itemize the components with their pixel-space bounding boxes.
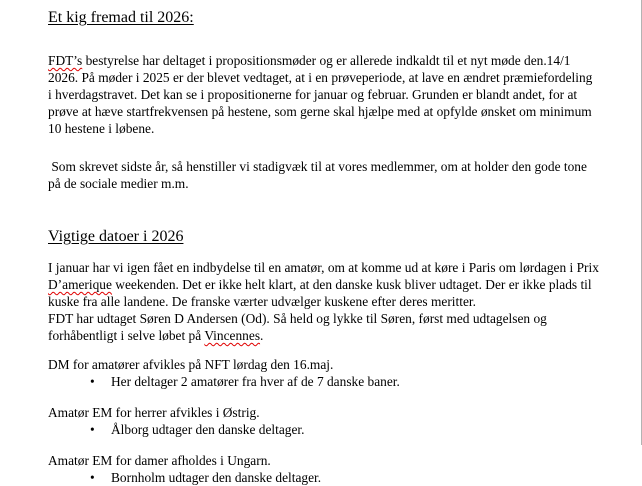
event-em-herrer: [48, 404, 599, 438]
bullet-marker: •: [90, 374, 95, 389]
event-line: Amatør EM for herrer afvikles i Østrig.: [48, 405, 260, 420]
paragraph-bestyrelse: [48, 52, 599, 137]
section-heading-fremad-2026: Et kig fremad til 2026:: [48, 9, 194, 26]
paragraph-bestyrelse-text: bestyrelse har deltaget i propositionsmøder og er allerede indkaldt til et nyt møde den.14/1 2026. På møder i 2025 er der blevet vedtaget, at i en prøveperiode, at lave en ændret præmiefordeling i hverdagstravet. Det kan se i propositionerne for januar og februar. Grunden er blandt andet, for at prøve at hæve startfrekvensen på hestene, som gerne skal hjælpe med at opfylde ønsket om minimum 10 hestene i løbene.: [48, 53, 596, 136]
intro-segment-2: weekenden. Det er ikke helt klart, at den danske kusk bliver udtaget. Der er ikke plads til kuske fra alle landene. De franske værter udvælger kuskene efter deres meritter.: [48, 277, 595, 309]
misspelled-word-vincennes: Vincennes: [204, 328, 261, 343]
bullet-item: [90, 469, 599, 486]
bullet-item: [90, 373, 599, 390]
blank-line: [48, 137, 599, 158]
blank-line: [48, 247, 599, 259]
section-heading-vigtige-datoer: Vigtige datoer i 2026: [48, 228, 184, 245]
event-line: Amatør EM for damer afholdes i Ungarn.: [48, 453, 271, 468]
event-em-damer: [48, 452, 599, 486]
intro-segment-3: FDT har udtaget Søren D Andersen (Od). Så held og lykke til Søren, først med udtagelsen og forhåbentligt i selve løbet på: [48, 311, 551, 343]
bullet-text: Bornholm udtager den danske deltager.: [111, 470, 322, 485]
event-line: DM for amatører afvikles på NFT lørdag den 16.maj.: [48, 357, 334, 372]
bullet-item: [90, 421, 599, 438]
bullet-marker: •: [90, 422, 95, 437]
blank-line: [48, 28, 599, 52]
paragraph-god-tone: Som skrevet sidste år, så henstiller vi stadigvæk til at vores medlemmer, om at holder den gode tone på de sociale medier m.m.: [48, 159, 591, 191]
bullet-text: Her deltager 2 amatører fra hver af de 7 danske baner.: [111, 374, 400, 389]
misspelled-word-damerique: D’amerique: [48, 277, 112, 292]
blank-line: [48, 192, 599, 216]
event-dm-amatorer: [48, 356, 599, 390]
paragraph-prix-damerique: [48, 259, 603, 344]
misspelled-word-fdts: FDT’s: [48, 53, 83, 68]
bullet-marker: •: [90, 470, 95, 485]
blank-line: [48, 216, 599, 227]
intro-segment-4: .: [260, 328, 264, 343]
intro-segment-1: I januar har vi igen fået en indbydelse til en amatør, om at komme ud at køre i Paris om lørdagen i Prix: [48, 260, 603, 275]
bullet-text: Ålborg udtager den danske deltager.: [111, 422, 305, 437]
